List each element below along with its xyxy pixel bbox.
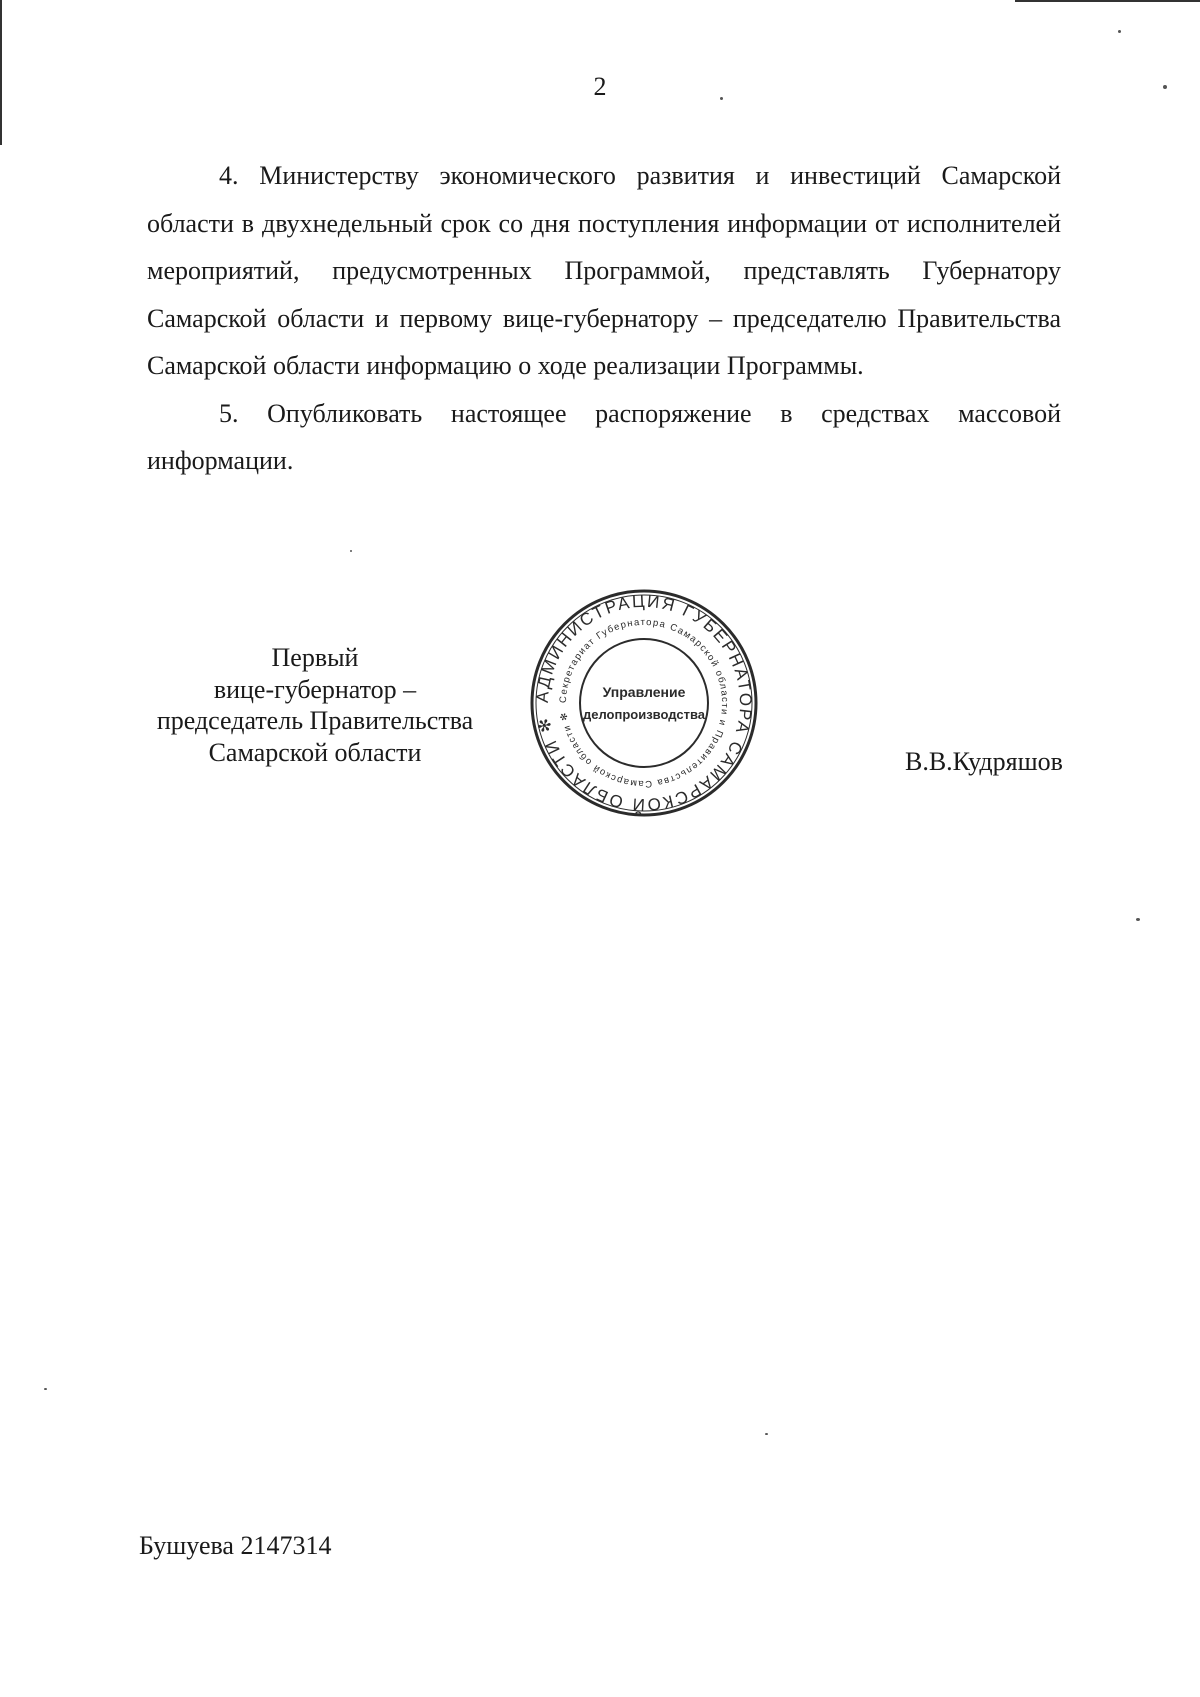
- scan-speck: [1118, 30, 1121, 33]
- seal-inner-text: [558, 617, 730, 789]
- executor-contact: Бушуева 2147314: [139, 1531, 332, 1560]
- seal-graphic: [528, 587, 760, 819]
- scan-speck: [44, 1388, 47, 1390]
- signatory-title-line: вице-губернатор –: [213, 674, 417, 704]
- paragraph-4: 4. Министерству экономического развития и инвестиций Самарской области в двухнедельный срок со дня поступления информации от исполнителей мероприятий, предусмотренных Программой, представлять Губернатору Самарской области и первому вице-губернатору – председателю Правительства Самарской области информацию о ходе реализации Программы.: [147, 161, 1061, 380]
- scan-speck: [765, 1433, 768, 1435]
- seal-inner-ring: [580, 639, 708, 767]
- signatory-title-line: Самарской области: [208, 737, 422, 767]
- signatory-title-line: Первый: [271, 643, 359, 672]
- document-body: [147, 152, 1061, 485]
- signatory-title: [135, 642, 495, 768]
- scan-speck: [1163, 85, 1167, 89]
- paragraph-5: 5. Опубликовать настоящее распоряжение в средствах массовой информации.: [147, 398, 1061, 475]
- top-edge-rule: [1015, 0, 1200, 2]
- scan-speck: [720, 97, 723, 100]
- signatory-name: В.В.Кудряшов: [905, 747, 1063, 776]
- signatory-title-line: председатель Правительства: [156, 706, 474, 735]
- official-seal: [528, 587, 760, 819]
- page-number: 2: [593, 72, 607, 101]
- seal-outer-text-path: АДМИНИСТРАЦИЯ ГУБЕРНАТОРА САМАРСКОЙ ОБЛАСТИ ✻: [532, 591, 756, 815]
- seal-inner-text-path: Секретариат Губернатора Самарской области и Правительства Самарской области ✻: [557, 616, 731, 790]
- seal-center-line-1: Управление: [602, 684, 686, 700]
- scan-speck: [350, 550, 352, 552]
- scan-speck: [1136, 918, 1140, 921]
- seal-center-line-2: делопроизводства: [582, 707, 706, 722]
